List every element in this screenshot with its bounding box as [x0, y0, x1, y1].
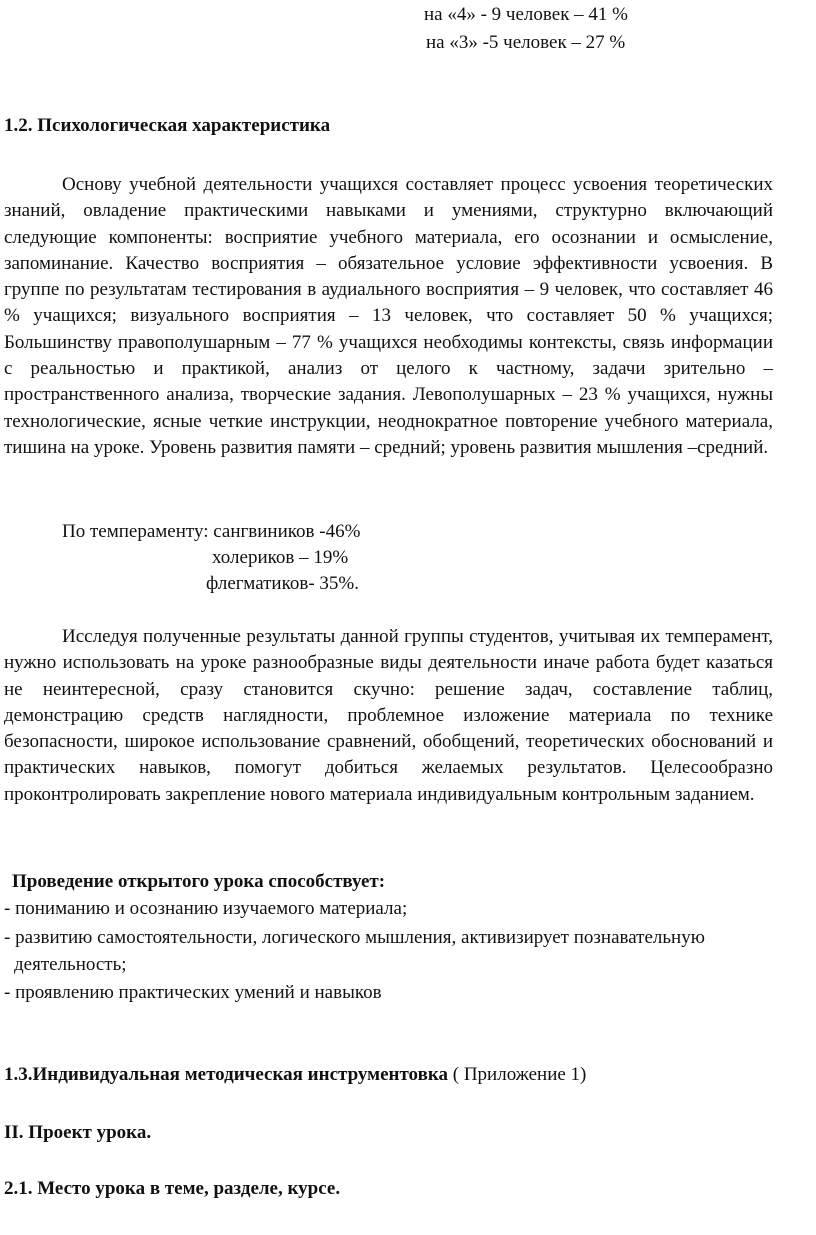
open-lesson-item-2: - развитию самостоятельности, логического мышления, активизирует познавательную: [4, 927, 705, 948]
section-1-2-heading-text: 1.2. Психологическая характеристика: [4, 115, 331, 136]
open-lesson-item-2-continued: деятельность;: [14, 954, 127, 975]
grade-4-line: на «4» - 9 человек – 41 %: [424, 4, 628, 25]
grade-3-line: на «3» -5 человек – 27 %: [426, 32, 626, 53]
section-1-3-heading: [4, 1062, 586, 1088]
section-2-heading-text: II. Проект урока.: [4, 1122, 152, 1143]
section-2-heading: [4, 1120, 151, 1146]
open-lesson-heading: [12, 869, 385, 895]
recommendations-paragraph: Исследуя полученные результаты данной группы студентов, учитывая их темперамент, нужно использовать на уроке разнообразные виды деятельности иначе работа будет казаться не неинтересной, сразу становится скучно: решение задач, составление таблиц, демонстрацию средств наглядности, проблемное изложение материала по технике безопасности, широкое использование сравнений, обобщений, теоретических обоснований и практических навыков, помогут добиться желаемых результатов. Целесообразно проконтролировать закрепление нового материала индивидуальным контрольным заданием.: [4, 626, 773, 805]
open-lesson-heading-text: Проведение открытого урока способствует:: [12, 871, 386, 892]
psychology-paragraph: Основу учебной деятельности учащихся составляет процесс усвоения теоретических знаний, овладение практическими навыками и умениями, структурно включающий следующие компоненты: восприятие учебного материала, его осознании и осмысление, запоминание. Качество восприятия – обязательное условие эффективности усвоения. В группе по результатам тестирования в аудиального восприятия – 9 человек, что составляет 46 % учащихся; визуального восприятия – 13 человек, что составляет 50 % учащихся; Большинству правополушарным – 77 % учащихся необходимы контексты, связь информации с реальностью и практикой, анализ от целого к частному, задачи зрительно – пространственного анализа, творческие задания. Левополушарных – 23 % учащихся, нужны технологические, ясные четкие инструкции, неоднократное повторение учебного материала, тишина на уроке. Уровень развития памяти – средний; уровень развития мышления –средний.: [4, 174, 773, 458]
appendix-note: ( Приложение 1): [448, 1064, 587, 1085]
open-lesson-item-1: - пониманию и осознанию изучаемого материала;: [4, 898, 408, 919]
section-2-1-heading-text: 2.1. Место урока в теме, разделе, курсе.: [4, 1178, 341, 1199]
open-lesson-item-3: - проявлению практических умений и навыков: [4, 982, 382, 1003]
temperament-line-1: По темпераменту: сангвиников -46%: [62, 521, 361, 542]
temperament-line-2: холериков – 19%: [212, 547, 349, 568]
temperament-line-3: флегматиков- 35%.: [206, 573, 359, 594]
section-1-3-heading-text: 1.3.Индивидуальная методическая инструментовка: [4, 1064, 448, 1085]
section-2-1-heading: [4, 1176, 340, 1202]
section-1-2-heading: [4, 113, 330, 139]
